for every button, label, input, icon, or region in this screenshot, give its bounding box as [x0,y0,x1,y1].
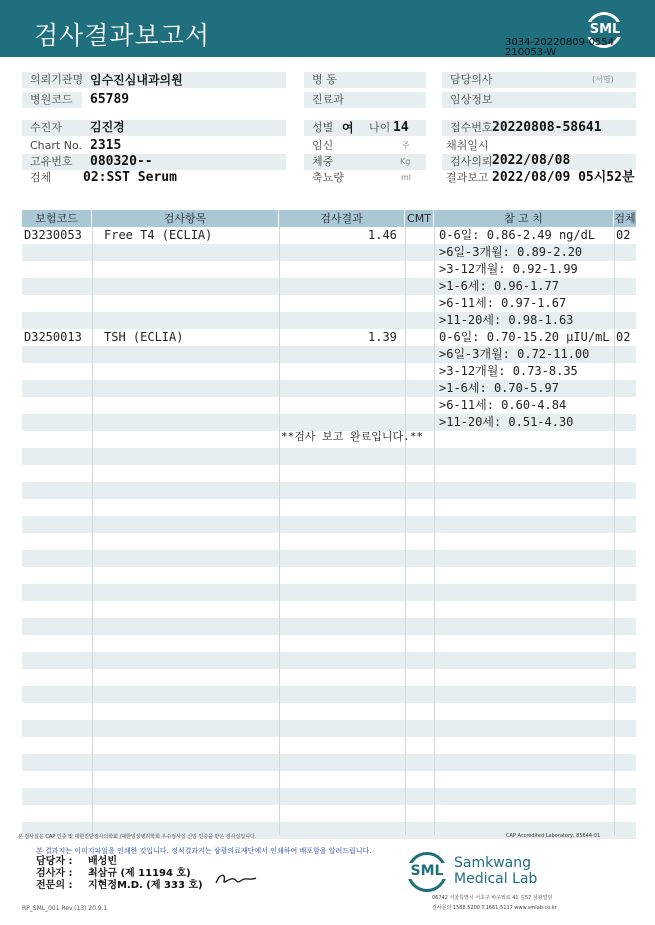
brand-name: Samkwang Medical Lab [454,855,538,887]
table-row [22,261,636,278]
doctor-sign-hint: (서명) [592,75,614,84]
table-row [22,669,636,686]
cell-reference: >3-12개월: 0.92-1.99 [439,262,578,276]
table-row [22,465,636,482]
department-field: 진료과 [304,92,426,108]
sml-brand-logo-text: SML [405,863,449,879]
cell-reference: >6-11세: 0.97-1.67 [439,296,567,310]
chart-no-value: 2315 [90,138,122,153]
cell-reference: 0-6일: 0.70-15.20 μIU/mL [439,330,610,344]
unique-no-field: 고유번호 [22,154,286,170]
table-row [22,244,636,261]
table-row [22,329,636,346]
cell-specimen: 02 [616,330,631,344]
table-row [22,448,636,465]
cell-test-item: Free T4 (ECLIA) [104,228,213,242]
table-row [22,584,636,601]
table-row [22,312,636,329]
table-row [22,397,636,414]
unique-no-value: 080320-- [90,154,153,169]
cell-reference: >11-20세: 0.98-1.63 [439,313,574,327]
specialist-value: 지현정M.D. (제 333 호) [88,880,203,891]
col-insurance-code: 보험코드 [22,210,92,227]
table-row [22,703,636,720]
cell-specimen: 02 [616,228,631,242]
table-row [22,227,636,244]
pregnancy-label: 임신 [312,139,334,152]
table-row [22,550,636,567]
col-divider [434,227,435,835]
col-test-item: 검사항목 [92,210,279,227]
cell-code: D3230053 [24,228,82,242]
table-row [22,635,636,652]
col-reference: 참 고 치 [434,210,614,227]
age-value: 14 [393,120,409,135]
requester-field: 의뢰기관명 [22,72,286,88]
print-notice: 본 결과지는 이미지파일을 인쇄한 것입니다. 정식결과지는 삼광의료재단에서 인쇄하여 배포함을 알려드립니다. [36,847,372,855]
requester-value: 임수진심내과의원 [90,73,183,87]
table-row [22,754,636,771]
table-row [22,533,636,550]
receipt-no-value: 20220808-58641 [492,120,602,135]
table-row [22,652,636,669]
table-row [22,686,636,703]
report-date-value: 2022/08/09 05시52분 [492,170,635,185]
report-title: 검사결과보고서 [34,21,211,50]
cell-reference: >6-11세: 0.60-4.84 [439,398,567,412]
staff-value: 배성빈 [88,856,117,867]
collection-date-label: 채취일시 [446,139,489,152]
col-cmt: CMT [405,210,434,227]
accreditation-note: 본 검사실은 CAP 인증 및 대한진단검사의학회 /대한임상병리학회 우수검사실 신임 인증을 받은 검사실입니다. [18,834,257,840]
specialist-label: 전문의 : [36,880,73,891]
cell-reference: 0-6일: 0.86-2.49 ng/dL [439,228,596,242]
request-date-field: 검사의뢰 [442,154,636,170]
cell-reference: >1-6세: 0.96-1.77 [439,279,559,293]
cell-reference: >1-6세: 0.70-5.97 [439,381,559,395]
table-row [22,805,636,822]
sex-value: 여 [342,121,354,135]
table-row [22,278,636,295]
form-number: RP_SML_001 Rev.(13) 20.9.1 [22,905,108,912]
cell-reference: >6일-3개월: 0.72-11.00 [439,347,590,361]
patient-field: 수진자 [22,120,286,136]
col-divider [405,227,406,835]
clinical-info-field: 임상정보 [442,92,636,108]
cap-number: CAP Accredited Laboratory, 85644-01 [506,833,601,839]
table-row [22,516,636,533]
table-row [22,380,636,397]
cell-test-item: TSH (ECLIA) [104,330,184,344]
table-row [22,771,636,788]
col-specimen: 검체 [614,212,636,225]
col-result: 검사결과 [279,210,405,227]
completion-note: **검사 보고 완료입니다.** [281,430,423,443]
table-row [22,363,636,380]
patient-name-value: 김진경 [90,120,125,134]
cell-reference: >6일-3개월: 0.89-2.20 [439,245,583,259]
cell-code: D3250013 [24,330,82,344]
request-date-value: 2022/08/08 [492,153,571,168]
hospital-code-value: 65789 [90,92,130,107]
urine-unit: ml [401,173,412,182]
table-row [22,618,636,635]
sml-logo-text: SML [584,22,626,37]
table-row [22,499,636,516]
table-row [22,482,636,499]
col-divider [92,227,93,835]
document-number: 3034-20220809-0554 210053-W [505,37,615,58]
col-divider [614,227,615,835]
examiner-label: 검사자 : [36,868,73,879]
ward-field: 병 동 [304,72,426,88]
weight-field: 체중 [304,154,426,170]
receipt-no-field: 접수번호 [442,120,636,136]
weight-unit: Kg [400,157,411,166]
cell-reference: >3-12개월: 0.73-8.35 [439,364,578,378]
chart-no-label: Chart No. [30,139,82,152]
cell-reference: >11-20세: 0.51-4.30 [439,415,574,429]
lab-address: 06742 서울특별시 서초구 바우뫼로 41 길57 삼광빌딩 [432,895,553,901]
cell-result: 1.39 [368,330,397,344]
urine-label: 축뇨량 [312,171,344,184]
table-row [22,737,636,754]
table-row [22,601,636,618]
pregnancy-unit: 주 [402,141,410,150]
table-row [22,346,636,363]
table-row [22,720,636,737]
table-row [22,567,636,584]
lab-contact: 검사문의 1588.5200 T.1661-5117 www.smlab.co.kr [432,905,557,911]
result-table-header [22,210,636,227]
staff-label: 담당자 : [36,856,73,867]
sex-age-field: 성별 [304,120,426,136]
examiner-value: 최삼규 (제 11194 호) [88,868,191,879]
specimen-label: 검체 [30,171,52,184]
report-date-label: 결과보고 [446,171,489,184]
col-divider [279,227,280,835]
hospital-code-field: 병원코드 [22,92,82,108]
table-row [22,295,636,312]
age-label: 나이 [369,121,391,134]
doctor-field: 담당의사 [442,72,636,88]
specimen-value: 02:SST Serum [83,170,177,185]
cell-result: 1.46 [368,228,397,242]
signature-icon [214,869,258,887]
table-row [22,788,636,805]
